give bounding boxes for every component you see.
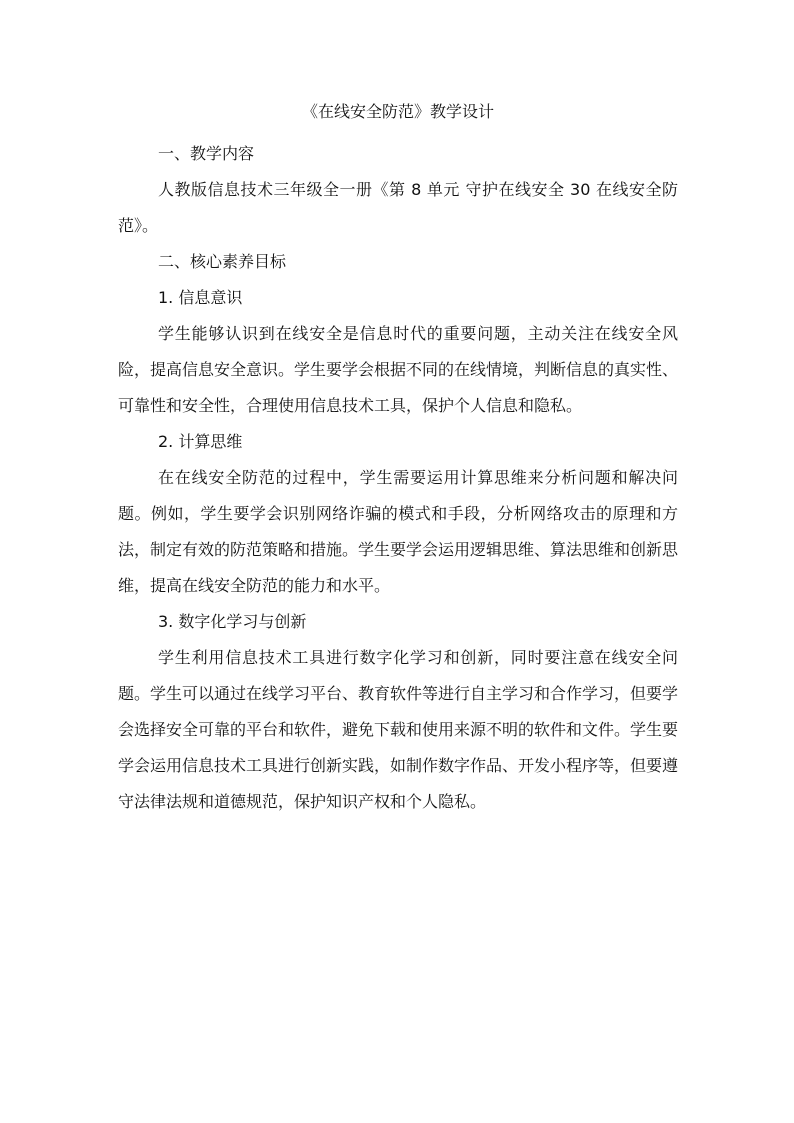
document-title: 《在线安全防范》教学设计 xyxy=(301,102,494,121)
paragraph-information-awareness: 学生能够认识到在线安全是信息时代的重要问题，主动关注在线安全风险，提高信息安全意识。学生要学会根据不同的在线情境，判断信息的真实性、可靠性和安全性，合理使用信息技术工具，保护个人信息和隐私。 xyxy=(118,324,679,415)
document-body xyxy=(118,102,678,820)
paragraph-teaching-content: 人教版信息技术三年级全一册《第 8 单元 守护在线安全 30 在线安全防范》。 xyxy=(118,180,678,235)
section-heading-core-goals: 二、核心素养目标 xyxy=(158,252,287,271)
paragraph-digital-learning: 学生利用信息技术工具进行数字化学习和创新，同时要注意在线安全问题。学生可以通过在线学习平台、教育软件等进行自主学习和合作学习，但要学会选择安全可靠的平台和软件，避免下载和使用来源不明的软件和文件。学生要学会运用信息技术工具进行创新实践，如制作数字作品、开发小程序等，但要遵守法律法规和道德规范，保护知识产权和个人隐私。 xyxy=(118,648,679,811)
paragraph-computational-thinking: 在在线安全防范的过程中，学生需要运用计算思维来分析问题和解决问题。例如，学生要学会识别网络诈骗的模式和手段，分析网络攻击的原理和方法，制定有效的防范策略和措施。学生要学会运用逻辑思维、算法思维和创新思维，提高在线安全防范的能力和水平。 xyxy=(118,468,679,595)
subsection-heading-information-awareness: 1. 信息意识 xyxy=(158,288,243,307)
subsection-heading-digital-learning: 3. 数字化学习与创新 xyxy=(158,612,307,631)
section-heading-teaching-content: 一、教学内容 xyxy=(158,144,255,163)
subsection-heading-computational-thinking: 2. 计算思维 xyxy=(158,432,243,451)
